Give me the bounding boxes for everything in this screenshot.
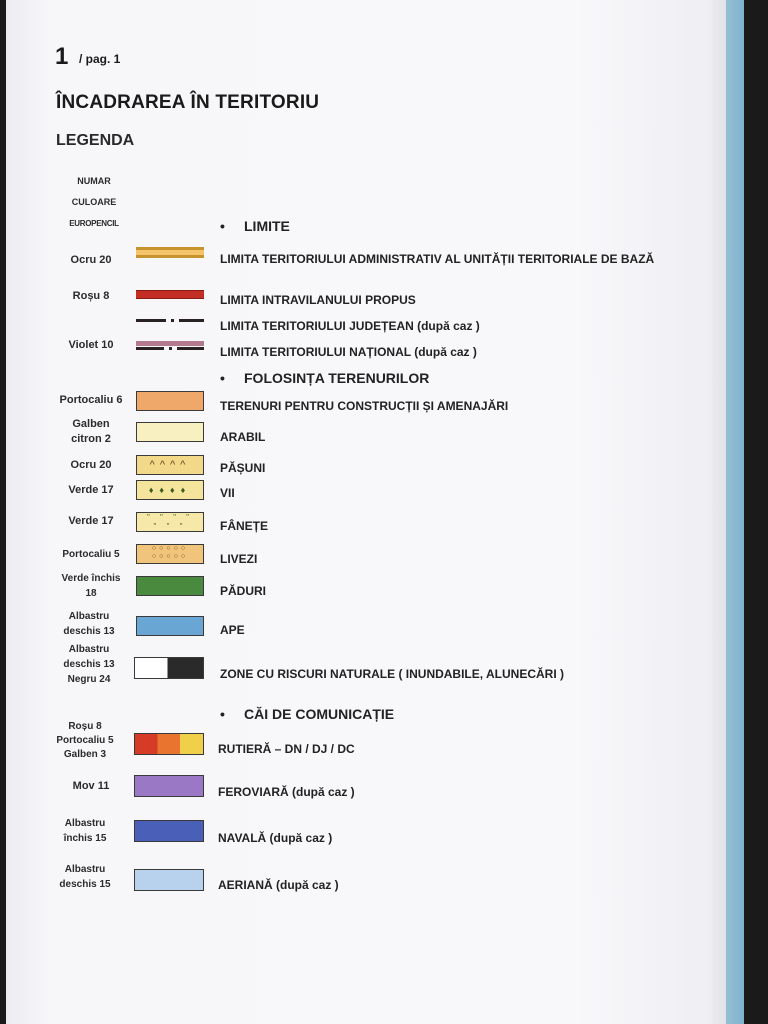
color-label: Mov 11 — [72, 780, 110, 792]
color-label: Ocru 20 — [70, 254, 112, 266]
legend-description: AERIANĂ (după caz ) — [218, 878, 339, 892]
legend-description: LIMITA INTRAVILANULUI PROPUS — [220, 293, 416, 307]
color-label: Portocaliu 6 — [59, 394, 123, 406]
legend-description: RUTIERĂ – DN / DJ / DC — [218, 742, 355, 756]
color-label: Albastru închis 15 — [63, 818, 107, 844]
line-symbol-administrative — [136, 247, 204, 259]
legend-description: APE — [220, 623, 245, 637]
column-header-europencil: EUROPENCIL — [69, 219, 119, 228]
swatch-paduri — [136, 576, 204, 596]
swatch-arabil — [136, 422, 204, 442]
legend-description: NAVALĂ (după caz ) — [218, 831, 333, 845]
section-title-cai: CĂI DE COMUNICAȚIE — [244, 706, 395, 722]
color-label: Albastru deschis 15 — [59, 864, 111, 890]
color-label: Albastru deschis 13 — [63, 611, 115, 637]
color-label: Ocru 20 — [70, 459, 112, 471]
color-label: Galben citron 2 — [71, 418, 111, 445]
color-label: Verde închis 18 — [61, 573, 121, 599]
legend-description: FÂNEȚE — [220, 519, 268, 533]
section-bullet: • — [220, 706, 225, 722]
swatch-riscuri — [134, 657, 204, 679]
legend-description: LIVEZI — [220, 552, 258, 566]
swatch-rutiera — [134, 733, 204, 755]
swatch-fanete: " " " " " " " — [136, 512, 204, 532]
swatch-construction — [136, 391, 204, 411]
color-label: Verde 17 — [68, 515, 114, 527]
document-page — [6, 0, 712, 1024]
page-title: ÎNCADRAREA ÎN TERITORIU — [56, 92, 320, 113]
legend-description: LIMITA TERITORIULUI NAȚIONAL (după caz ) — [220, 345, 477, 359]
legend-description: LIMITA TERITORIULUI JUDEȚEAN (după caz ) — [220, 319, 480, 333]
swatch-vii: ♦♦♦♦ — [136, 480, 204, 500]
section-bullet: • — [220, 218, 225, 234]
page-label: / pag. 1 — [79, 52, 121, 66]
legend-description: TERENURI PENTRU CONSTRUCȚII ȘI AMENAJĂRI — [220, 399, 509, 413]
line-symbol-intravilan — [136, 290, 204, 299]
legend-description: ARABIL — [220, 430, 266, 444]
section-title-folosinta: FOLOSINȚA TERENURILOR — [244, 370, 430, 386]
swatch-aeriana — [134, 869, 204, 891]
legend-description: PĂȘUNI — [220, 461, 266, 475]
color-label: Albastru deschis 13 Negru 24 — [63, 644, 115, 685]
swatch-pasuni: ^^^^ — [136, 455, 204, 475]
color-label: Violet 10 — [68, 339, 114, 351]
swatch-ape — [136, 616, 204, 636]
line-symbol-national — [136, 341, 204, 352]
color-label: Roșu 8 — [72, 290, 110, 302]
section-title-limite: LIMITE — [244, 218, 290, 234]
legend-title: LEGENDA — [56, 132, 135, 149]
section-bullet: • — [220, 370, 225, 386]
swatch-navala — [134, 820, 204, 842]
color-label: Portocaliu 5 — [62, 549, 120, 560]
page-number: 1 — [55, 43, 69, 70]
legend-description: VII — [220, 486, 235, 500]
legend-description: PĂDURI — [220, 584, 267, 598]
swatch-feroviara — [134, 775, 204, 797]
legend-description: LIMITA TERITORIULUI ADMINISTRATIV AL UNITĂȚII TERITORIALE DE BAZĂ — [220, 252, 655, 266]
column-header-culoare: CULOARE — [71, 197, 117, 207]
column-header-numar: NUMAR — [77, 176, 111, 186]
legend-description: FEROVIARĂ (după caz ) — [218, 785, 355, 799]
legend-description: ZONE CU RISCURI NATURALE ( INUNDABILE, ALUNECĂRI ) — [220, 667, 564, 681]
swatch-livezi: ○○○○○ ○○○○○ — [136, 544, 204, 564]
color-label: Verde 17 — [68, 484, 114, 496]
color-label: Roșu 8 Portocaliu 5 Galben 3 — [56, 721, 114, 760]
line-symbol-judetean — [136, 319, 204, 323]
